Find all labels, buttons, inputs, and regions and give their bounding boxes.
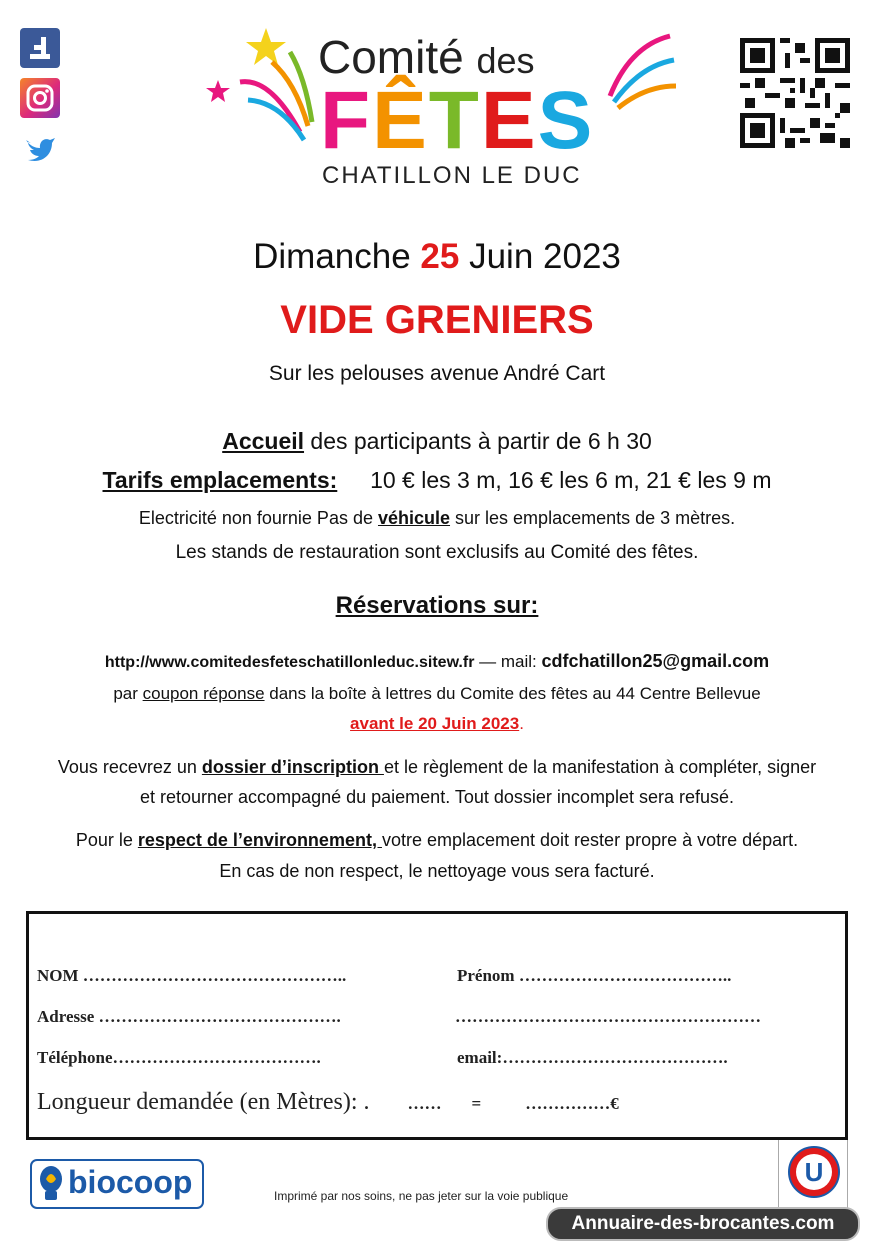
logo-word-comite: Comité [318, 31, 464, 83]
mail-label: mail: [500, 652, 542, 671]
event-date [0, 237, 874, 277]
coupon-pre: par [113, 684, 143, 703]
coupon-link: coupon réponse [142, 684, 265, 703]
deadline-text: avant le 20 Juin 2023 [350, 714, 520, 733]
tarifs-line [0, 467, 874, 494]
elec-text-2: sur les emplacements de 3 mètres. [450, 508, 736, 528]
u-circle [788, 1146, 840, 1198]
elec-text-1: Electricité non fournie Pas de [138, 508, 378, 528]
website-link[interactable]: http://www.comitedesfeteschatillonleduc.sitew.fr [104, 654, 475, 671]
email-field[interactable]: email:…………………………………. [457, 1048, 728, 1067]
dossier-bold: dossier d’inscription [201, 757, 384, 777]
elec-bold: véhicule [377, 508, 451, 528]
dossier-pre: Vous recevrez un [57, 757, 202, 777]
lightbulb-icon [38, 1165, 64, 1203]
longueur-line [37, 1089, 619, 1116]
deadline-dot: . [519, 714, 524, 733]
dossier-line-1 [0, 757, 874, 778]
telephone-field[interactable]: Téléphone………………………………. [37, 1048, 321, 1067]
deadline-line [0, 714, 874, 734]
facebook-icon [20, 28, 60, 68]
event-title: VIDE GRENIERS [280, 298, 594, 342]
fireworks-icon [200, 22, 330, 152]
adresse-field-2[interactable]: ……………………………………………… [455, 1007, 761, 1026]
accueil-text: des participants à partir de 6 h 30 [304, 428, 652, 454]
electricite-line [0, 508, 874, 529]
stands-line: Les stands de restauration sont exclusifs au Comité des fêtes. [175, 542, 699, 563]
accueil-line [0, 428, 874, 455]
date-suffix: Juin 2023 [469, 237, 621, 276]
u-letter: U [796, 1154, 832, 1190]
date-day: 25 [420, 237, 460, 276]
reservation-contact [0, 651, 874, 672]
tarifs-text: 10 € les 3 m, 16 € les 6 m, 21 € les 9 m [370, 467, 772, 493]
nom-field[interactable]: NOM ……………………………………….. [37, 966, 347, 985]
logo-word-des: des [476, 40, 535, 81]
prenom-field[interactable]: Prénom ……………………………….. [457, 966, 732, 985]
contact-dash: — [474, 652, 501, 671]
longueur-input[interactable]: …… [407, 1094, 442, 1113]
watermark[interactable]: Annuaire-des-brocantes.com [546, 1207, 860, 1241]
dossier-post: et le règlement de la manifestation à compléter, signer [383, 757, 817, 777]
event-location: Sur les pelouses avenue André Cart [268, 362, 606, 385]
longueur-label: Longueur demandée (en Mètres): . [37, 1089, 370, 1115]
longueur-equals: = [471, 1094, 482, 1113]
logo-fetes: FÊTES [320, 75, 595, 166]
env-post: votre emplacement doit rester propre à votre départ. [381, 830, 799, 850]
adresse-field[interactable]: Adresse ……………………………………. [37, 1007, 341, 1026]
environment-line-2: En cas de non respect, le nettoyage vous sera facturé. [219, 861, 655, 881]
printed-notice: Imprimé par nos soins, ne pas jeter sur la voie publique [274, 1189, 569, 1203]
biocoop-logo [30, 1159, 204, 1209]
accueil-label: Accueil [222, 428, 305, 454]
qr-code [740, 38, 850, 148]
coupon-line [0, 684, 874, 704]
instagram-icon [20, 78, 60, 118]
reservation-heading [0, 592, 874, 620]
twitter-icon [20, 128, 60, 168]
coupon-post: dans la boîte à lettres du Comite des fêtes au 44 Centre Bellevue [264, 684, 761, 703]
biocoop-text: biocoop [68, 1164, 193, 1200]
env-pre: Pour le [75, 830, 138, 850]
comite-logo [200, 22, 680, 192]
logo-subtitle: CHATILLON LE DUC [322, 162, 582, 189]
coupon-form [26, 911, 848, 1140]
tarifs-label: Tarifs emplacements: [102, 467, 338, 493]
price-input[interactable]: ……………€ [525, 1094, 619, 1113]
environment-line-1 [0, 830, 874, 851]
fireworks-right-icon [600, 26, 680, 116]
email-link[interactable]: cdfchatillon25@gmail.com [541, 651, 770, 671]
dossier-line-2: et retourner accompagné du paiement. Tout dossier incomplet sera refusé. [140, 787, 734, 807]
env-bold: respect de l’environnement, [137, 830, 382, 850]
date-prefix: Dimanche [253, 237, 411, 276]
reservation-heading-text: Réservations sur: [335, 592, 539, 619]
